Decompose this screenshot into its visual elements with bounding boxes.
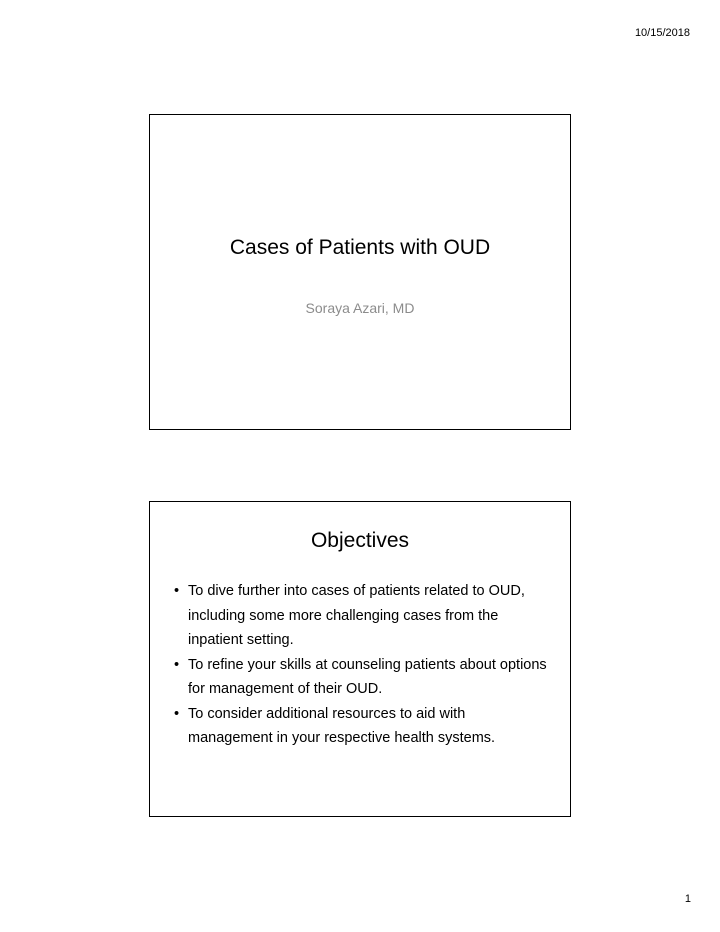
title-slide	[149, 114, 571, 430]
objectives-list	[174, 579, 548, 751]
bullet-icon: •	[174, 656, 180, 673]
bullet-icon: •	[174, 705, 180, 722]
objective-item	[174, 702, 548, 751]
objective-item	[174, 653, 548, 702]
objectives-title: Objectives	[310, 529, 410, 552]
slide-title: Cases of Patients with OUD	[229, 236, 491, 259]
bullet-icon: •	[174, 583, 180, 599]
page-number: 1	[684, 893, 691, 905]
objective-text: To consider additional resources to aid with management in your respective health systems.	[188, 705, 496, 746]
objectives-slide	[149, 501, 571, 817]
objective-item	[174, 579, 548, 653]
slide-subtitle: Soraya Azari, MD	[305, 300, 415, 316]
objective-text: To refine your skills at counseling patients about options for management of their OUD.	[188, 656, 547, 697]
objective-text: To dive further into cases of patients related to OUD, including some more challenging cases from the inpatient setting.	[188, 583, 525, 648]
header-date: 10/15/2018	[634, 27, 690, 39]
